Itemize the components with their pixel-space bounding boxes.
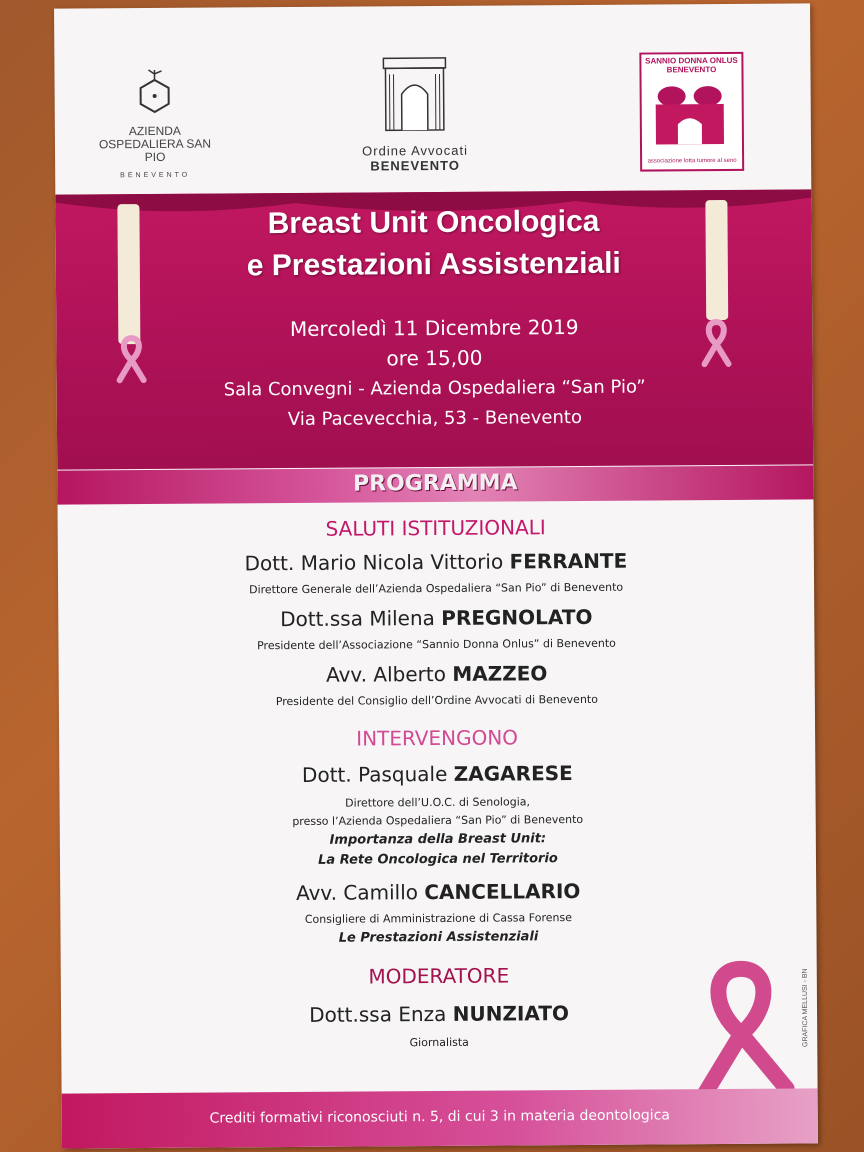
logo-right-bottom: associazione lotta tumore al seno — [647, 157, 737, 165]
logo-left-city: BENEVENTO — [120, 171, 191, 180]
event-venue: Sala Convegni - Azienda Ospedaliera “San Pio” — [223, 376, 646, 401]
header — [54, 3, 811, 193]
footer-credits-text: Crediti formativi riconosciuti n. 5, di cui 3 in materia deontologica — [209, 1107, 671, 1127]
hexagon-logo-icon — [134, 68, 174, 116]
logo-san-pio — [94, 68, 215, 180]
logo-left-name: AZIENDA OSPEDALIERA SAN PIO — [98, 123, 212, 165]
logo-center-org: Ordine Avvocati — [362, 142, 468, 159]
speaker-role: Direttore Generale dell’Azienda Ospedaliera “San Pio” di Benevento — [249, 580, 624, 597]
speaker-role: Consigliere di Amministrazione di Cassa Forense — [304, 911, 572, 926]
speaker-prefix: Avv. Camillo — [295, 880, 419, 905]
speaker-topic: La Rete Oncologica nel Territorio — [318, 851, 558, 868]
speaker-role: Presidente dell’Associazione “Sannio Donna Onlus” di Benevento — [257, 636, 616, 653]
graphic-credit: GRAFICA MELLUSI - BN — [801, 968, 810, 1048]
event-address: Via Pacevecchia, 53 - Benevento — [287, 406, 583, 431]
speaker-surname: PREGNOLATO — [441, 604, 593, 630]
logo-ordine-avvocati — [324, 54, 505, 174]
speaker-surname: NUNZIATO — [452, 1001, 570, 1026]
speaker-cancellario — [60, 877, 816, 906]
section-heading-moderatore: MODERATORE — [368, 963, 510, 989]
title-banner — [55, 189, 813, 469]
speaker-surname: CANCELLARIO — [424, 879, 581, 905]
speaker-prefix: Avv. Alberto — [325, 661, 447, 687]
speaker-prefix: Dott. Mario Nicola Vittorio — [244, 549, 504, 576]
speaker-topic: Importanza della Breast Unit: — [329, 831, 547, 848]
speaker-zagarese — [59, 759, 815, 788]
speaker-surname: FERRANTE — [509, 548, 628, 574]
logo-right-top: SANNIO DONNA ONLUS BENEVENTO — [645, 55, 738, 75]
speaker-surname: ZAGARESE — [453, 761, 573, 786]
speaker-surname: MAZZEO — [452, 661, 548, 686]
arch-logo-icon — [379, 54, 450, 134]
event-time: ore 15,00 — [386, 345, 483, 371]
speaker-ferrante — [58, 547, 814, 576]
speaker-role: Presidente del Consiglio dell’Ordine Avvocati di Benevento — [275, 692, 598, 709]
speaker-prefix: Dott.ssa Enza — [309, 1001, 447, 1027]
logo-sannio-donna — [639, 52, 744, 172]
speaker-topic: Le Prestazioni Assistenziali — [338, 929, 539, 946]
section-heading-intervengono: INTERVENGONO — [356, 725, 519, 751]
speaker-prefix: Dott. Pasquale — [301, 761, 448, 787]
poster — [54, 3, 818, 1148]
speaker-role: presso l’Azienda Ospedaliera “San Pio” di Benevento — [292, 812, 584, 829]
speaker-mazzeo — [59, 659, 815, 688]
event-title-line1: Breast Unit Oncologica — [267, 204, 600, 241]
speaker-prefix: Dott.ssa Milena — [280, 606, 435, 632]
event-date: Mercoledì 11 Dicembre 2019 — [289, 314, 579, 342]
speaker-role: Direttore dell’U.O.C. di Senologia, — [345, 795, 531, 810]
ribbon-icon — [681, 958, 802, 1109]
section-heading-saluti: SALUTI ISTITUZIONALI — [325, 515, 546, 541]
footer-bar — [62, 1088, 818, 1148]
programma-bar — [57, 465, 813, 504]
arch-ribbon-logo-icon — [642, 76, 738, 147]
logo-center-city: BENEVENTO — [370, 157, 461, 174]
event-title-line2: e Prestazioni Assistenziali — [246, 246, 621, 283]
speaker-pregnolato — [58, 603, 814, 632]
speaker-role: Giornalista — [409, 1035, 469, 1050]
programma-label: PROGRAMMA — [352, 470, 518, 497]
